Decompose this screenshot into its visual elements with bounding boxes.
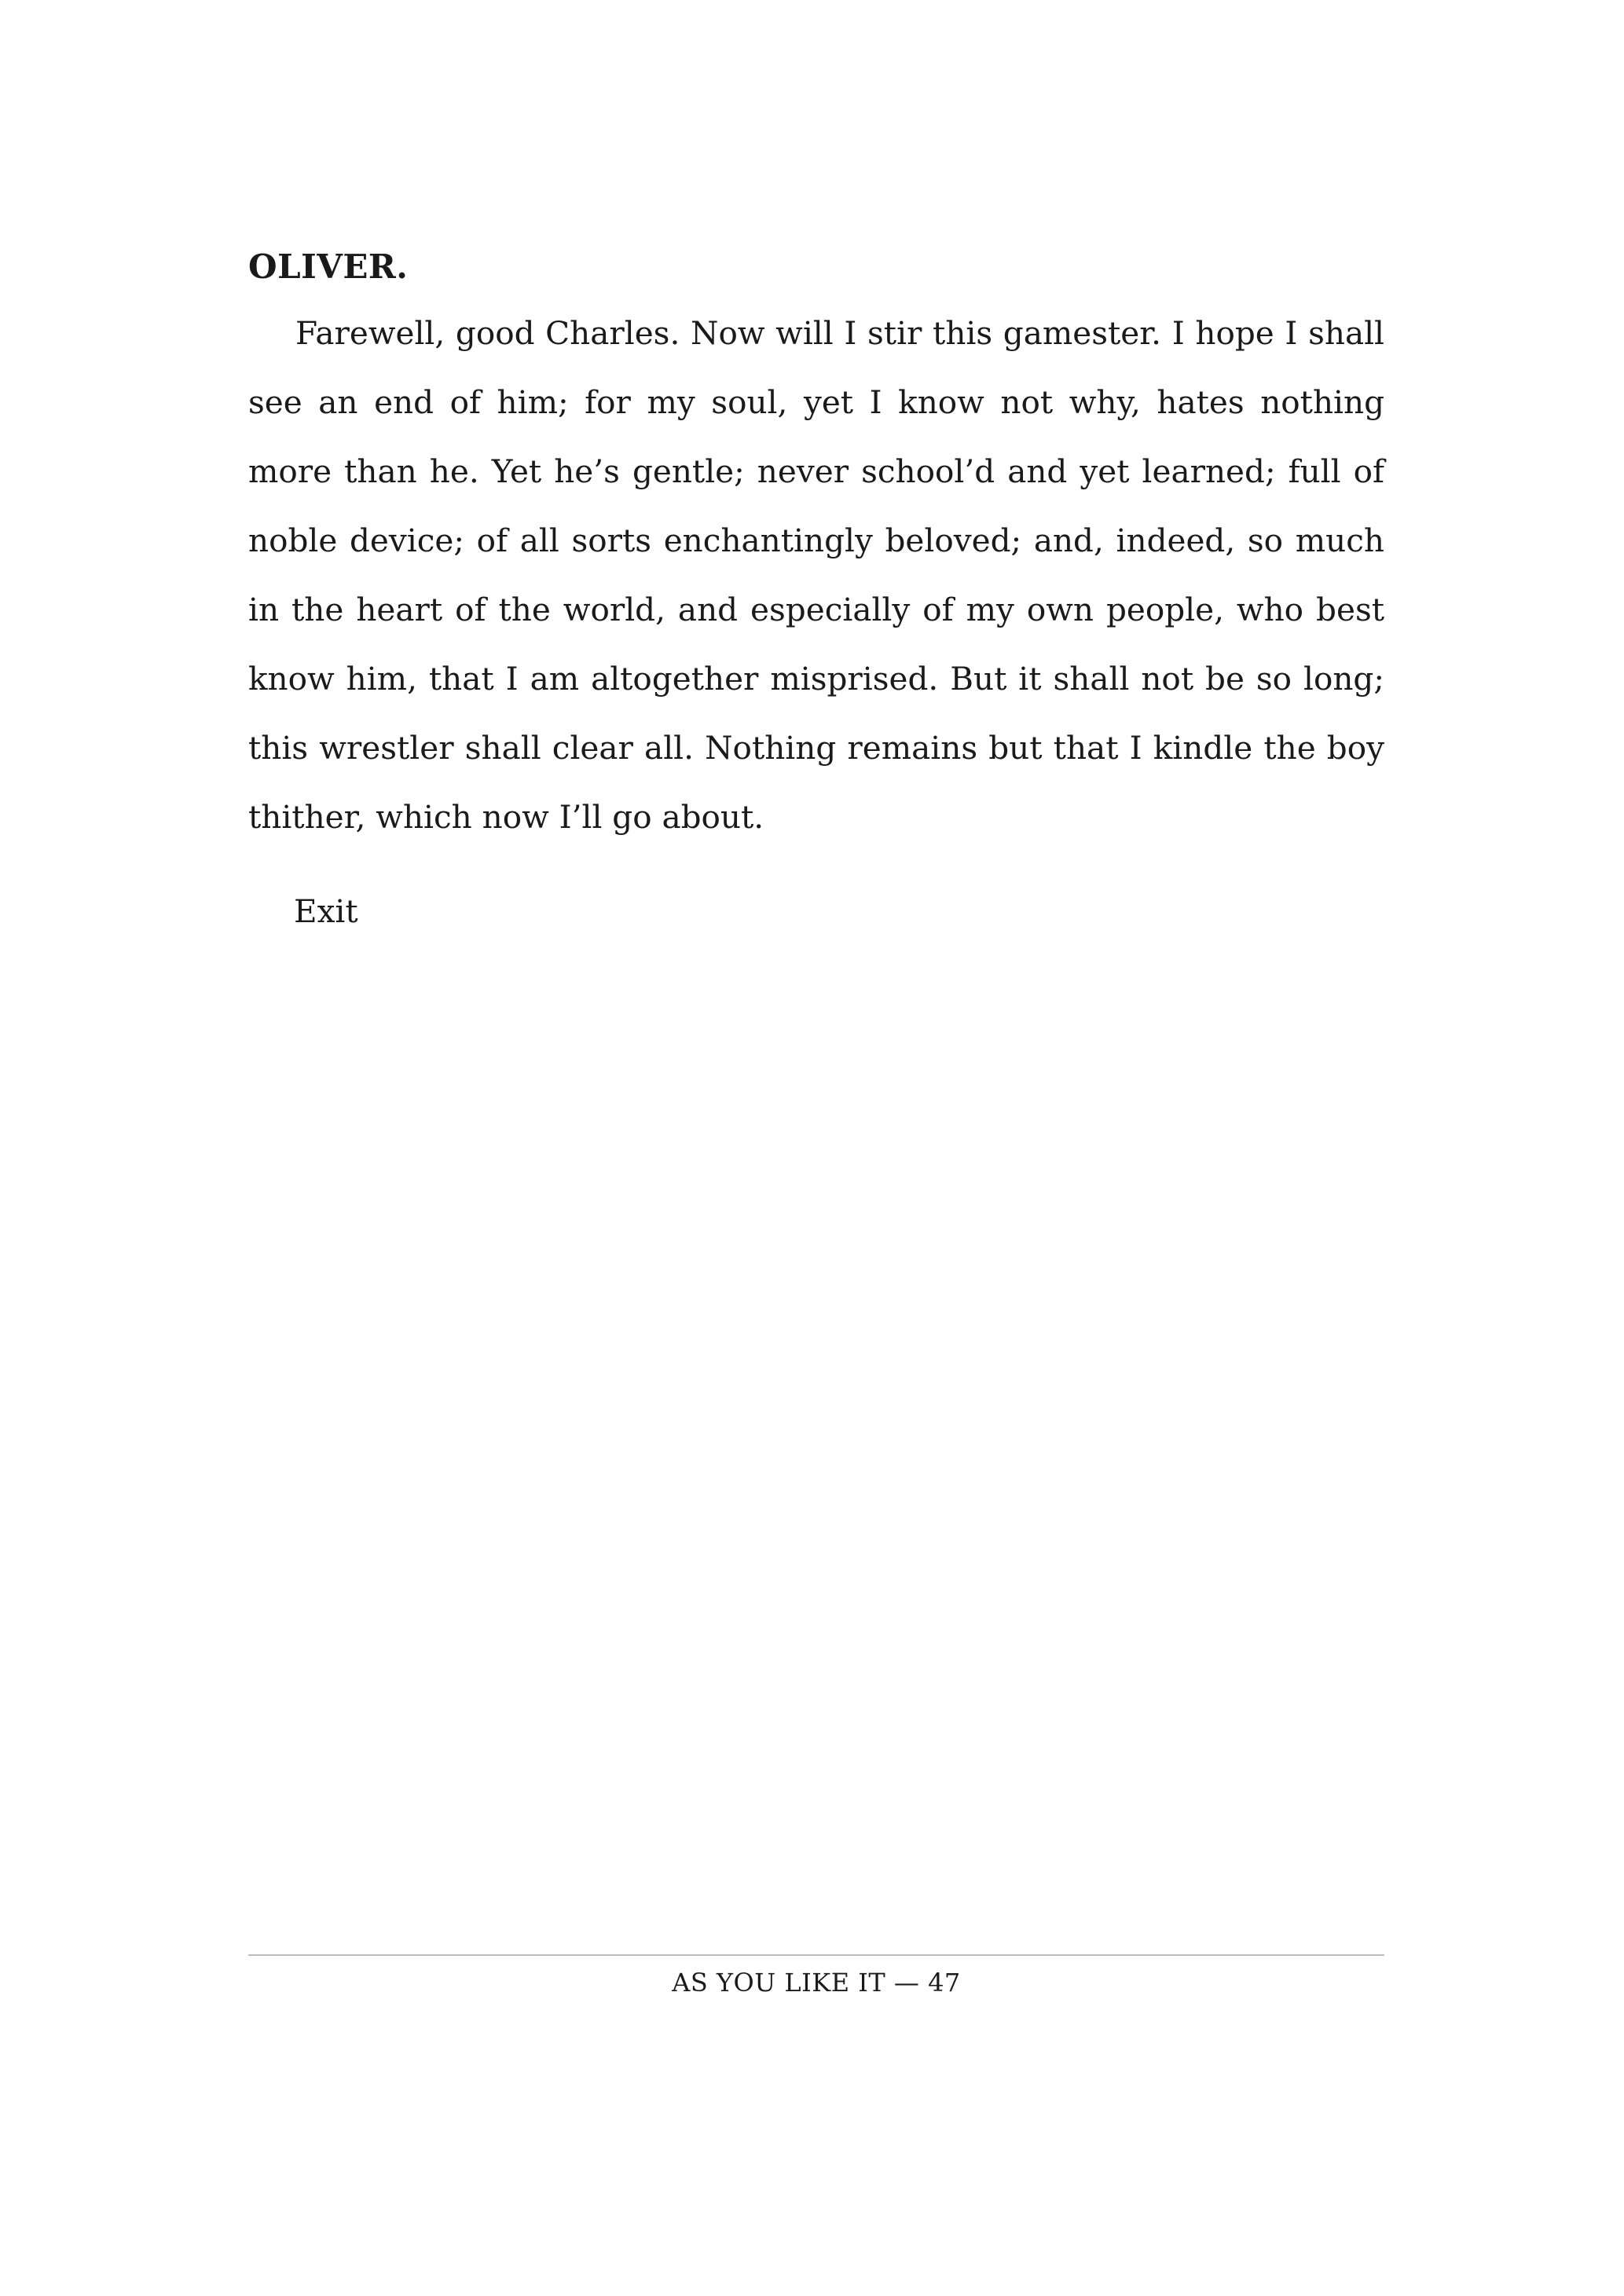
speech-paragraph: Farewell, good Charles. Now will I stir this gamester. I hope I shall see an end of him; for my soul, yet I know not why, hates nothing more than he. Yet he’s gentle; never school’d and yet learned; full of noble device; of all sorts enchantingly beloved; and, indeed, so much in the heart of the world, and especially of my own people, who best know him, that I am altogether misprised. But it shall not be so long; this wrestler shall clear all. Nothing remains but that I kindle the boy thither, which now I’ll go about.: [248, 314, 1384, 836]
text-body: [248, 236, 1384, 946]
footer-divider: [248, 1954, 1384, 1956]
stage-direction: Exit: [294, 892, 358, 930]
page-footer: AS YOU LIKE IT — 47: [672, 1968, 961, 1998]
speaker-name: OLIVER.: [248, 247, 409, 286]
